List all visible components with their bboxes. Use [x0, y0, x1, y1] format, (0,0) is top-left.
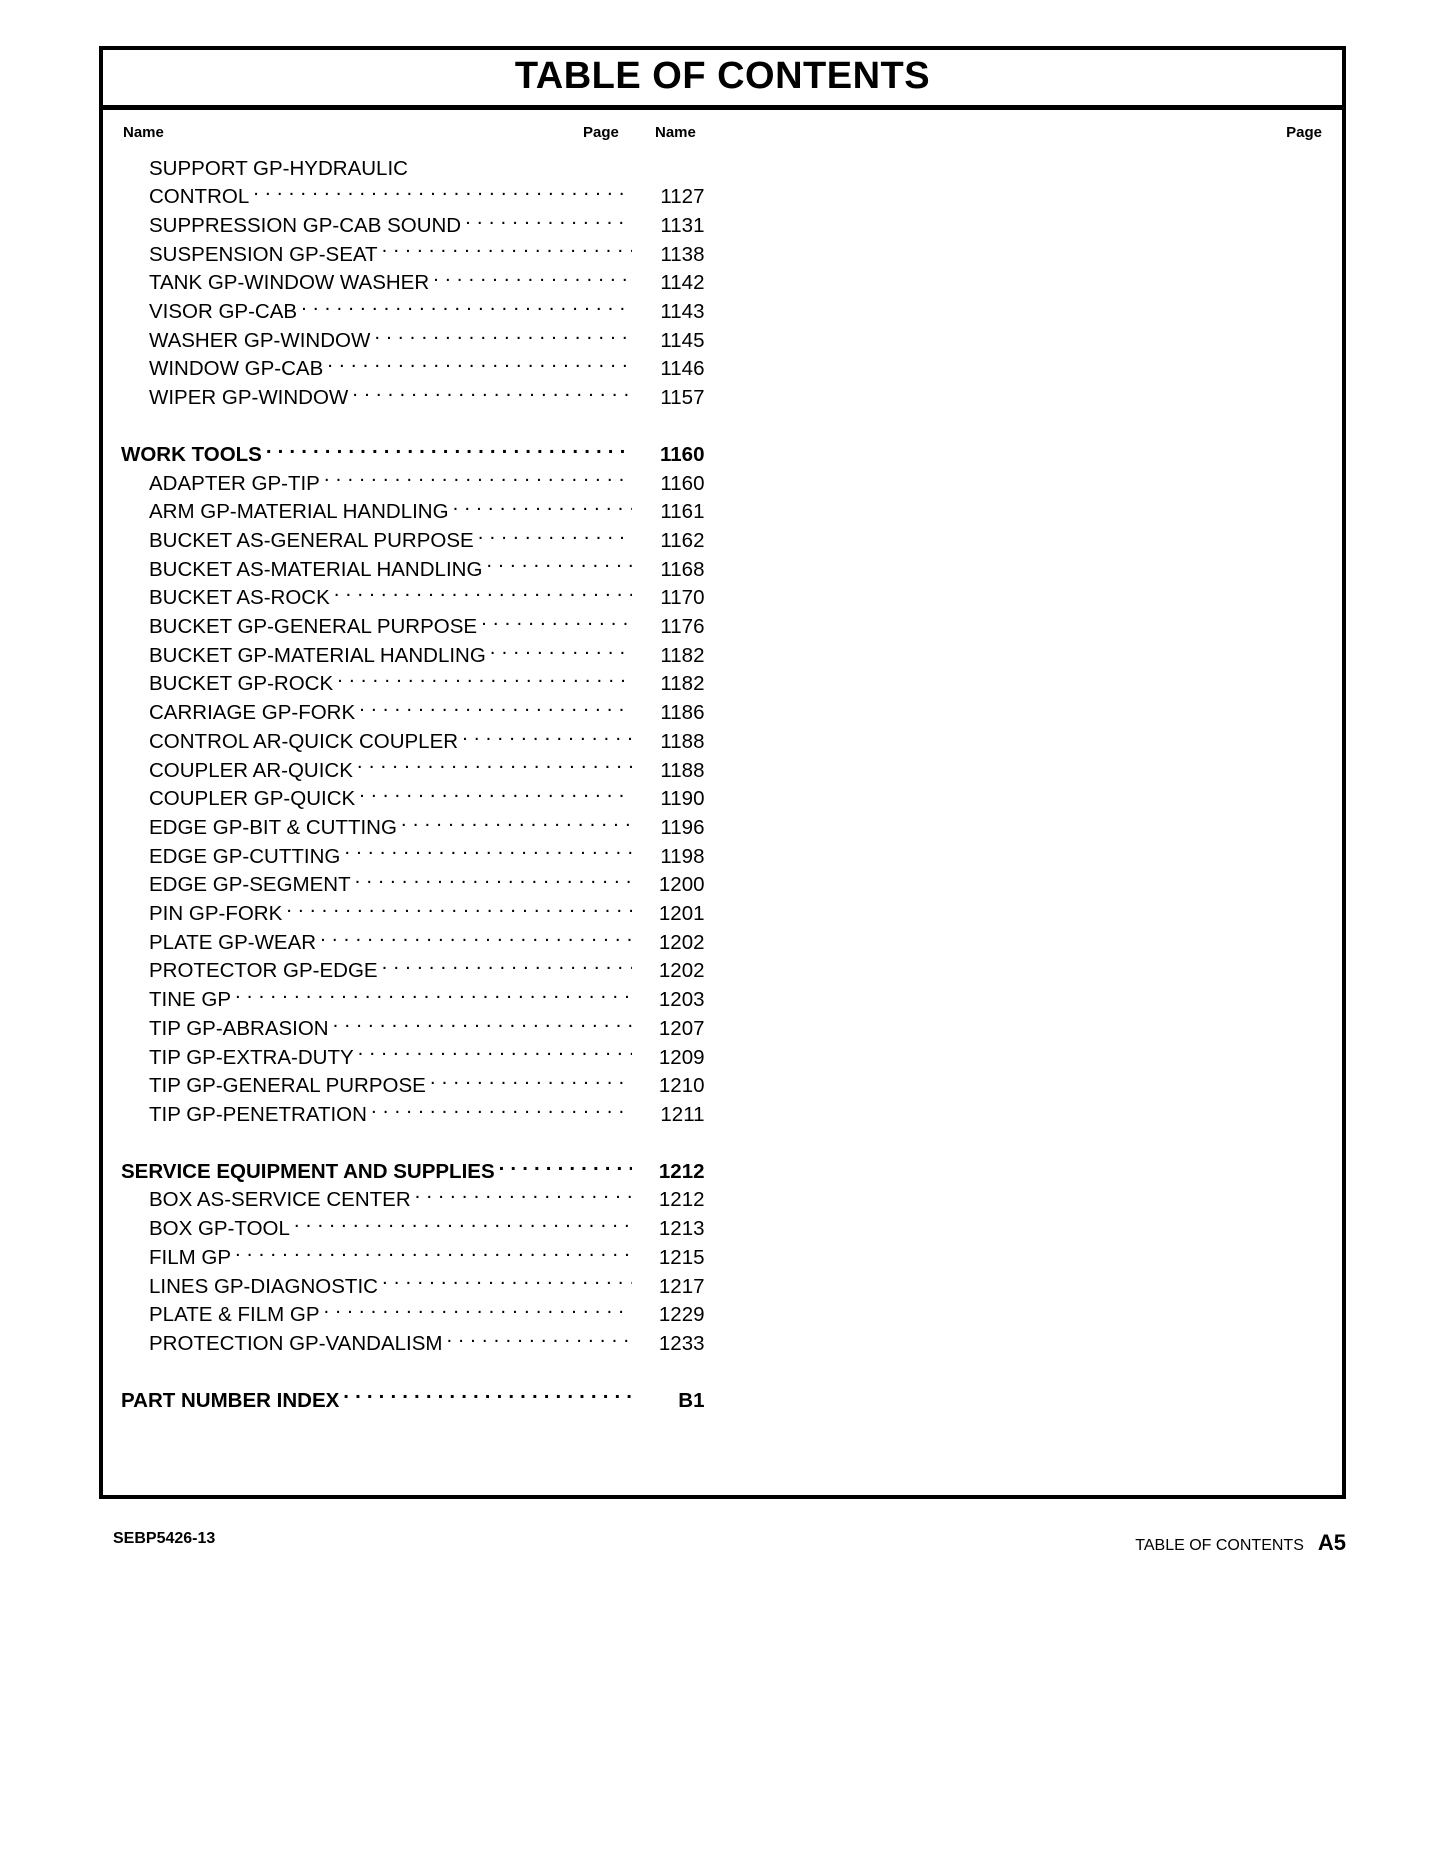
toc-entry[interactable]: [121, 1043, 705, 1072]
toc-leader-dots: [235, 986, 631, 1007]
toc-entry-label: PROTECTOR GP-EDGE: [149, 959, 378, 983]
toc-leader-dots: [481, 613, 631, 634]
header-name-right: Name: [655, 124, 696, 141]
toc-entry-label: BUCKET AS-GENERAL PURPOSE: [149, 528, 474, 552]
footer-right-group: [1135, 1530, 1346, 1556]
toc-entry-label: LINES GP-DIAGNOSTIC: [149, 1274, 378, 1298]
header-name-left: Name: [123, 124, 164, 141]
content-frame: [99, 46, 1346, 1499]
toc-leader-dots: [415, 1186, 632, 1207]
toc-entry-label: EDGE GP-CUTTING: [149, 844, 341, 868]
toc-leader-dots: [333, 1014, 632, 1035]
toc-section: [121, 440, 705, 1129]
toc-entry-page: 1200: [658, 873, 705, 897]
toc-entry[interactable]: [121, 1386, 705, 1415]
toc-entry-page: 1176: [660, 615, 705, 639]
toc-entry[interactable]: [121, 641, 705, 670]
toc-entry-label: SUSPENSION GP-SEAT: [149, 242, 378, 266]
toc-section: [121, 154, 705, 412]
toc-leader-dots: [478, 526, 632, 547]
toc-entry-page: 1143: [660, 300, 705, 324]
toc-leader-dots: [433, 269, 631, 290]
toc-leader-dots: [344, 842, 631, 863]
footer-page-id: A5: [1317, 1530, 1346, 1555]
toc-leader-dots: [374, 326, 631, 347]
toc-entry-label: ADAPTER GP-TIP: [149, 471, 320, 495]
toc-entry-page: 1217: [658, 1274, 705, 1298]
toc-entry-label: BUCKET GP-GENERAL PURPOSE: [149, 615, 478, 639]
title-banner: [103, 50, 1342, 110]
toc-column-right: [723, 154, 1343, 1495]
toc-leader-dots: [359, 785, 631, 806]
toc-leader-dots: [382, 240, 632, 261]
toc-leader-dots: [462, 727, 631, 748]
toc-entry-page: 1182: [660, 672, 705, 696]
toc-leader-dots: [343, 1386, 631, 1407]
toc-entry[interactable]: [121, 469, 705, 498]
header-page-right: Page: [1286, 124, 1322, 141]
toc-entry-page: 1186: [660, 701, 705, 725]
toc-entry-label: BUCKET AS-MATERIAL HANDLING: [149, 557, 483, 581]
toc-entry[interactable]: [121, 785, 705, 814]
toc-entry-label: PLATE GP-WEAR: [149, 930, 317, 954]
toc-entry[interactable]: [121, 269, 705, 298]
toc-entry-label: CONTROL AR-QUICK COUPLER: [149, 729, 459, 753]
toc-leader-dots: [324, 469, 632, 490]
toc-columns: [103, 154, 1342, 1495]
toc-entry[interactable]: [121, 1243, 705, 1272]
toc-entry-page: 1142: [660, 271, 705, 295]
toc-leader-dots: [235, 1243, 631, 1264]
toc-entry-page: 1209: [658, 1045, 705, 1069]
toc-section: [121, 1386, 705, 1415]
toc-entry-label: TIP GP-EXTRA-DUTY: [149, 1045, 354, 1069]
toc-entry[interactable]: [121, 900, 705, 929]
toc-entry-page: 1198: [660, 844, 705, 868]
toc-entry-page: 1212: [658, 1159, 705, 1183]
toc-entry[interactable]: [121, 928, 705, 957]
toc-entry-page: 1127: [660, 185, 705, 209]
page-title: TABLE OF CONTENTS: [514, 54, 931, 97]
toc-entry[interactable]: [121, 498, 705, 527]
toc-entry[interactable]: [121, 1272, 705, 1301]
toc-entry-label: WINDOW GP-CAB: [149, 357, 324, 381]
toc-entry-page: 1188: [660, 729, 705, 753]
toc-leader-dots: [334, 584, 632, 605]
toc-section: [121, 1157, 705, 1358]
toc-entry[interactable]: [121, 326, 705, 355]
toc-entry-page: 1145: [660, 328, 705, 352]
toc-entry-label: TIP GP-PENETRATION: [149, 1103, 367, 1126]
toc-entry[interactable]: [121, 1101, 705, 1130]
toc-leader-dots: [447, 1329, 632, 1350]
toc-entry-label: EDGE GP-BIT & CUTTING: [149, 815, 397, 839]
toc-entry[interactable]: [121, 211, 705, 240]
toc-leader-dots: [324, 1301, 632, 1322]
toc-entry-page: 1211: [660, 1103, 705, 1126]
toc-entry-page: 1131: [660, 213, 705, 237]
toc-entry-label: TANK GP-WINDOW WASHER: [149, 271, 430, 295]
toc-entry-page: 1157: [660, 386, 705, 410]
toc-entry-label: COUPLER GP-QUICK: [149, 787, 356, 811]
toc-entry-label: VISOR GP-CAB: [149, 300, 298, 324]
toc-entry-label: SUPPORT GP-HYDRAULIC: [149, 156, 408, 180]
toc-leader-dots: [358, 1043, 632, 1064]
section-gap: [121, 1129, 705, 1157]
toc-entry[interactable]: [121, 1157, 705, 1186]
toc-entry-label: PART NUMBER INDEX: [121, 1388, 340, 1412]
toc-entry-page: 1202: [658, 930, 705, 954]
toc-entry[interactable]: [121, 555, 705, 584]
toc-entry-page: 1196: [660, 815, 705, 839]
toc-entry[interactable]: [121, 871, 705, 900]
toc-entry[interactable]: [121, 986, 705, 1015]
toc-entry-page: 1207: [658, 1016, 705, 1040]
toc-entry[interactable]: [121, 1215, 705, 1244]
toc-entry[interactable]: [121, 699, 705, 728]
toc-leader-dots: [294, 1215, 632, 1236]
toc-entry-label: COUPLER AR-QUICK: [149, 758, 353, 782]
toc-column-left: [103, 154, 723, 1495]
toc-entry-page: 1168: [660, 557, 705, 581]
toc-entry-page: B1: [678, 1388, 705, 1412]
toc-entry-page: 1160: [660, 471, 705, 495]
toc-entry[interactable]: [121, 1301, 705, 1330]
toc-entry-page: 1233: [658, 1331, 705, 1355]
page-footer: [99, 1530, 1346, 1564]
toc-entry-label: WORK TOOLS: [121, 442, 262, 466]
toc-leader-dots: [465, 211, 631, 232]
toc-leader-dots: [355, 871, 632, 892]
section-gap: [121, 412, 705, 440]
toc-entry-page: 1229: [658, 1303, 705, 1327]
toc-leader-dots: [382, 957, 632, 978]
toc-entry-label: EDGE GP-SEGMENT: [149, 873, 351, 897]
toc-leader-dots: [359, 699, 631, 720]
toc-leader-dots: [327, 355, 631, 376]
toc-entry-label: ARM GP-MATERIAL HANDLING: [149, 500, 449, 524]
toc-entry[interactable]: [121, 526, 705, 555]
toc-entry[interactable]: [121, 813, 705, 842]
toc-entry-label: BOX GP-TOOL: [149, 1217, 290, 1241]
toc-leader-dots: [357, 756, 632, 777]
header-page-left: Page: [583, 124, 619, 141]
toc-entry-page: 1161: [660, 500, 705, 524]
toc-entry-label: CONTROL: [149, 185, 250, 209]
toc-entry[interactable]: [121, 154, 705, 183]
toc-entry-label: BUCKET GP-MATERIAL HANDLING: [149, 643, 486, 667]
toc-entry[interactable]: [121, 1186, 705, 1215]
manual-number: SEBP5426-13: [113, 1530, 216, 1547]
toc-entry[interactable]: [121, 1329, 705, 1358]
toc-leader-dots: [352, 384, 631, 405]
toc-entry[interactable]: [121, 1072, 705, 1101]
toc-entry-label: TIP GP-GENERAL PURPOSE: [149, 1074, 426, 1098]
toc-entry[interactable]: [121, 613, 705, 642]
toc-leader-dots: [337, 670, 631, 691]
section-gap: [121, 1358, 705, 1386]
toc-leader-dots: [430, 1072, 632, 1093]
toc-entry-label: SERVICE EQUIPMENT AND SUPPLIES: [121, 1159, 495, 1183]
toc-entry[interactable]: [121, 727, 705, 756]
toc-entry[interactable]: [121, 1014, 705, 1043]
toc-entry-page: 1201: [658, 902, 705, 926]
toc-entry[interactable]: [121, 355, 705, 384]
toc-entry-page: 1210: [658, 1074, 705, 1098]
toc-entry-label: BOX AS-SERVICE CENTER: [149, 1188, 411, 1212]
footer-section-label: TABLE OF CONTENTS: [1135, 1537, 1304, 1554]
toc-entry-label: TIP GP-ABRASION: [149, 1016, 329, 1040]
toc-entry-label: FILM GP: [149, 1245, 232, 1269]
toc-leader-dots: [401, 813, 632, 834]
toc-entry-label: BUCKET AS-ROCK: [149, 586, 330, 610]
toc-leader-dots: [490, 641, 632, 662]
column-headers: [103, 110, 1342, 148]
toc-entry[interactable]: [121, 842, 705, 871]
toc-entry-label: PIN GP-FORK: [149, 902, 283, 926]
toc-entry-page: 1190: [660, 787, 705, 811]
toc-entry-page: 1202: [658, 959, 705, 983]
toc-entry-page: 1182: [660, 643, 705, 667]
toc-entry-label: BUCKET GP-ROCK: [149, 672, 334, 696]
toc-leader-dots: [453, 498, 632, 519]
toc-entry-page: 1160: [660, 442, 705, 466]
toc-entry[interactable]: [121, 183, 705, 212]
toc-leader-dots: [486, 555, 631, 576]
toc-entry-page: 1138: [660, 242, 705, 266]
toc-entry-page: 1162: [660, 528, 705, 552]
toc-entry[interactable]: [121, 240, 705, 269]
toc-leader-dots: [499, 1157, 632, 1178]
toc-leader-dots: [253, 183, 631, 204]
toc-entry-page: 1212: [658, 1188, 705, 1212]
toc-entry-page: 1213: [658, 1217, 705, 1241]
toc-leader-dots: [371, 1101, 632, 1122]
toc-entry-label: CARRIAGE GP-FORK: [149, 701, 356, 725]
toc-leader-dots: [266, 440, 632, 461]
toc-entry-label: TINE GP: [149, 988, 232, 1012]
toc-entry[interactable]: [121, 957, 705, 986]
toc-entry-label: PLATE & FILM GP: [149, 1303, 320, 1327]
toc-entry-page: 1203: [658, 988, 705, 1012]
toc-entry-label: PROTECTION GP-VANDALISM: [149, 1331, 443, 1355]
toc-leader-dots: [301, 298, 631, 319]
toc-entry-label: SUPPRESSION GP-CAB SOUND: [149, 213, 462, 237]
toc-entry[interactable]: [121, 298, 705, 327]
toc-entry-label: WIPER GP-WINDOW: [149, 386, 349, 410]
toc-entry[interactable]: [121, 384, 705, 413]
toc-entry[interactable]: [121, 584, 705, 613]
toc-entry-label: WASHER GP-WINDOW: [149, 328, 371, 352]
toc-entry-page: 1146: [660, 357, 705, 381]
toc-leader-dots: [382, 1272, 632, 1293]
toc-entry-page: 1215: [658, 1245, 705, 1269]
toc-entry-page: 1170: [660, 586, 705, 610]
toc-leader-dots: [320, 928, 631, 949]
toc-entry[interactable]: [121, 756, 705, 785]
toc-entry[interactable]: [121, 440, 705, 469]
toc-entry-page: 1188: [660, 758, 705, 782]
toc-entry[interactable]: [121, 670, 705, 699]
toc-leader-dots: [286, 900, 631, 921]
